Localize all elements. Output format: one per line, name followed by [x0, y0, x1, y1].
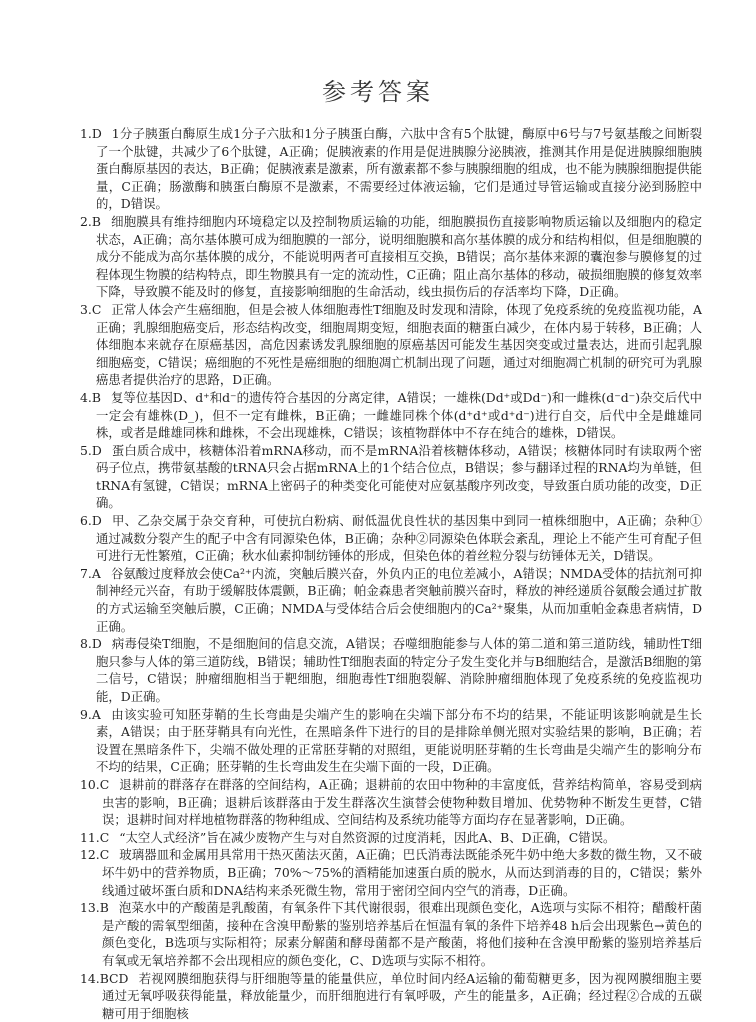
- item-explanation: “太空人式经济”旨在减少废物产生与对自然资源的过度消耗，因此A、B、D正确，C错误。: [119, 830, 615, 845]
- page-title: 参考答案: [0, 72, 756, 107]
- item-explanation: 正常人体会产生癌细胞，但是会被人体细胞毒性T细胞及时发现和清除，体现了免疫系统的免疫监视功能，A正确；乳腺细胞癌变后，形态结构改变，细胞周期变短，细胞表面的糖蛋白减少，在体内易于转移，B正确；人体细胞本来就存在原癌基因，高危因素诱发乳腺细胞的原癌基因可能发生基因突变或过量表达，进而引起乳腺细胞癌变，C错误；癌细胞的不死性是癌细胞的细胞凋亡机制出现了问题，通过对细胞凋亡机制的研究可为乳腺癌患者提供治疗的思路，D正确。: [96, 302, 702, 387]
- item-explanation: 玻璃器皿和金属用具常用干热灭菌法灭菌，A正确；巴氏消毒法既能杀死牛奶中绝大多数的微生物，又不破坏牛奶中的营养物质，B正确；70%～75%的酒精能加速蛋白质的脱水，从而达到消毒的目的，C错误；紫外线通过破坏蛋白质和DNA结构来杀死微生物，常用于密闭空间内空气的消毒，D正确。: [102, 847, 702, 897]
- answer-item: [80, 512, 702, 565]
- answer-item: [80, 442, 702, 512]
- item-explanation: 细胞膜具有维持细胞内环境稳定以及控制物质运输的功能，细胞膜损伤直接影响物质运输以及细胞内的稳定状态，A正确；高尔基体膜可成为细胞膜的一部分，说明细胞膜和高尔基体膜的成分和结构相似，但是细胞膜的成分不能成为高尔基体膜的成分，不能说明两者可直接相互交换，B错误；高尔基体来源的囊泡参与膜修复的过程体现生物膜的结构特点，即生物膜具有一定的流动性，C正确；阻止高尔基体的移动，破损细胞膜的修复效率下降，导致膜不能及时的修复，直接影响细胞的生命活动，线虫损伤后的存活率均下降，D正确。: [96, 214, 702, 299]
- item-number: 10.: [80, 777, 100, 792]
- item-number: 6.: [80, 513, 92, 528]
- item-answer: A: [92, 566, 101, 581]
- item-explanation: 复等位基因D、d⁺和d⁻的遗传符合基因的分离定律，A错误；一雄株(Dd⁺或Dd⁻)和一雌株(d⁻d⁻)杂交后代中一定会有雄株(D_)，但不一定有雌株，B正确；一雌雄同株个体(d⁺d⁺或d⁺d⁻)进行自交，后代中全是雌雄同株，或者是雌雄同株和雌株，不会出现雄株，C错误；该植物群体中不存在纯合的雄株，D错误。: [96, 390, 702, 440]
- item-number: 1.: [80, 126, 92, 141]
- item-answer: C: [92, 302, 101, 317]
- item-answer: B: [100, 900, 109, 915]
- item-number: 12.: [80, 847, 100, 862]
- item-explanation: 1分子胰蛋白酶原生成1分子六肽和1分子胰蛋白酶，六肽中含有5个肽键，酶原中6号与7号氨基酸之间断裂了一个肽键，共减少了6个肽键，A正确；促胰液素的作用是促进胰腺分泌胰液，推测其作用是促进胰腺细胞胰蛋白酶原基因的表达，B正确；促胰液素是激素，所有激素都不参与胰腺细胞的组成，也不能为胰腺细胞提供能量，C正确；肠激酶和胰蛋白酶原不是激素，不需要经过体液运输，它们是通过导管运输或直接分泌到肠腔中的，D错误。: [96, 126, 702, 211]
- item-number: 8.: [80, 636, 92, 651]
- item-answer: C: [100, 830, 109, 845]
- item-number: 3.: [80, 302, 92, 317]
- item-explanation: 泡菜水中的产酸菌是乳酸菌，有氧条件下其代谢很弱，很难出现颜色变化，A选项与实际不相符；醋酸杆菌是产酸的需氧型细菌，接种在含溴甲酚紫的鉴别培养基后在恒温有氧的条件下培养48 h后会出现紫色→黄色的颜色变化，B选项与实际相符；尿素分解菌和酵母菌都不是产酸菌，将他们接种在含溴甲酚紫的鉴别培养基后有氧或无氧培养都不会出现相应的颜色变化，C、D选项与实际不相符。: [102, 900, 702, 968]
- answer-list: [80, 125, 702, 1022]
- item-explanation: 病毒侵染T细胞，不是细胞间的信息交流，A错误；吞噬细胞能参与人体的第二道和第三道防线，辅助性T细胞只参与人体的第三道防线，B错误；辅助性T细胞表面的特定分子发生变化并与B细胞结合，是激活B细胞的第二信号，C错误；肿瘤细胞相当于靶细胞，细胞毒性T细胞裂解、消除肿瘤细胞体现了免疫系统的免疫监视功能，D正确。: [96, 636, 702, 704]
- item-number: 13.: [80, 900, 100, 915]
- item-explanation: 退耕前的群落存在群落的空间结构，A正确；退耕前的农田中物种的丰富度低，营养结构简单，容易受到病虫害的影响，B正确；退耕后该群落由于发生群落次生演替会使物种数目增加、优势物种不断发生更替，C错误；退耕时间对样地植物群落的物种组成、空间结构及系统功能等方面均存在显著影响，D正确。: [102, 777, 702, 827]
- item-number: 2.: [80, 214, 92, 229]
- item-number: 5.: [80, 443, 92, 458]
- answer-item: [80, 776, 702, 829]
- answer-item: [80, 970, 702, 1022]
- item-answer: A: [92, 707, 101, 722]
- item-answer: D: [92, 636, 102, 651]
- item-answer: B: [92, 214, 101, 229]
- item-answer: BCD: [100, 971, 129, 986]
- item-number: 9.: [80, 707, 92, 722]
- item-answer: B: [92, 390, 101, 405]
- item-number: 7.: [80, 566, 92, 581]
- item-answer: C: [100, 847, 109, 862]
- item-answer: C: [100, 777, 109, 792]
- item-explanation: 若视网膜细胞获得与肝细胞等量的能量供应，单位时间内经A运输的葡萄糖更多，因为视网膜细胞主要通过无氧呼吸获得能量，释放能量少，而肝细胞进行有氧呼吸，产生的能量多，A正确；经过程②合成的五碳糖可用于细胞核: [102, 971, 702, 1021]
- item-number: 4.: [80, 390, 92, 405]
- answer-item: [80, 829, 702, 847]
- answer-item: [80, 846, 702, 899]
- item-explanation: 甲、乙杂交属于杂交育种，可使抗白粉病、耐低温优良性状的基因集中到同一植株细胞中，A正确；杂种①通过减数分裂产生的配子中含有同源染色体，B正确；杂种②同源染色体联会紊乱，理论上不能产生可育配子但可进行无性繁殖，C正确；秋水仙素抑制纺锤体的形成，但染色体的着丝粒分裂与纺锤体无关，D错误。: [96, 513, 702, 563]
- answer-item: [80, 213, 702, 301]
- item-explanation: 谷氨酸过度释放会使Ca²⁺内流，突触后膜兴奋，外负内正的电位差减小，A错误；NMDA受体的拮抗剂可抑制神经元兴奋，有助于缓解肢体震颤，B正确；帕金森患者突触前膜兴奋时，释放的神经递质谷氨酸会通过扩散的方式运输至突触后膜，C正确；NMDA与受体结合后会使细胞内的Ca²⁺聚集，从而加重帕金森患者病情，D正确。: [96, 566, 702, 634]
- item-explanation: 由该实验可知胚芽鞘的生长弯曲是尖端产生的影响在尖端下部分布不均的结果，不能证明该影响就是生长素，A错误；由于胚芽鞘具有向光性，在黑暗条件下进行的目的是排除单侧光照对实验结果的影响，B正确；若设置在黑暗条件下，尖端不做处理的正常胚芽鞘的对照组，更能说明胚芽鞘的生长弯曲是尖端产生的影响分布不均的结果，C正确；胚芽鞘的生长弯曲发生在尖端下面的一段，D正确。: [96, 707, 702, 775]
- answer-item: [80, 389, 702, 442]
- answer-item: [80, 125, 702, 213]
- item-answer: D: [92, 443, 102, 458]
- answer-item: [80, 565, 702, 635]
- item-number: 14.: [80, 971, 100, 986]
- item-number: 11.: [80, 830, 100, 845]
- item-answer: D: [92, 126, 102, 141]
- item-answer: D: [92, 513, 102, 528]
- answer-item: [80, 899, 702, 969]
- answer-item: [80, 706, 702, 776]
- answer-item: [80, 635, 702, 705]
- item-explanation: 蛋白质合成中，核糖体沿着mRNA移动，而不是mRNA沿着核糖体移动，A错误；核糖体同时有读取两个密码子位点，携带氨基酸的tRNA只会占据mRNA上的1个结合位点，B错误；参与翻译过程的RNA均为单链，但tRNA有氢键，C错误；mRNA上密码子的种类变化可能使对应氨基酸序列改变，导致蛋白质功能的改变，D正确。: [96, 443, 702, 511]
- answer-item: [80, 301, 702, 389]
